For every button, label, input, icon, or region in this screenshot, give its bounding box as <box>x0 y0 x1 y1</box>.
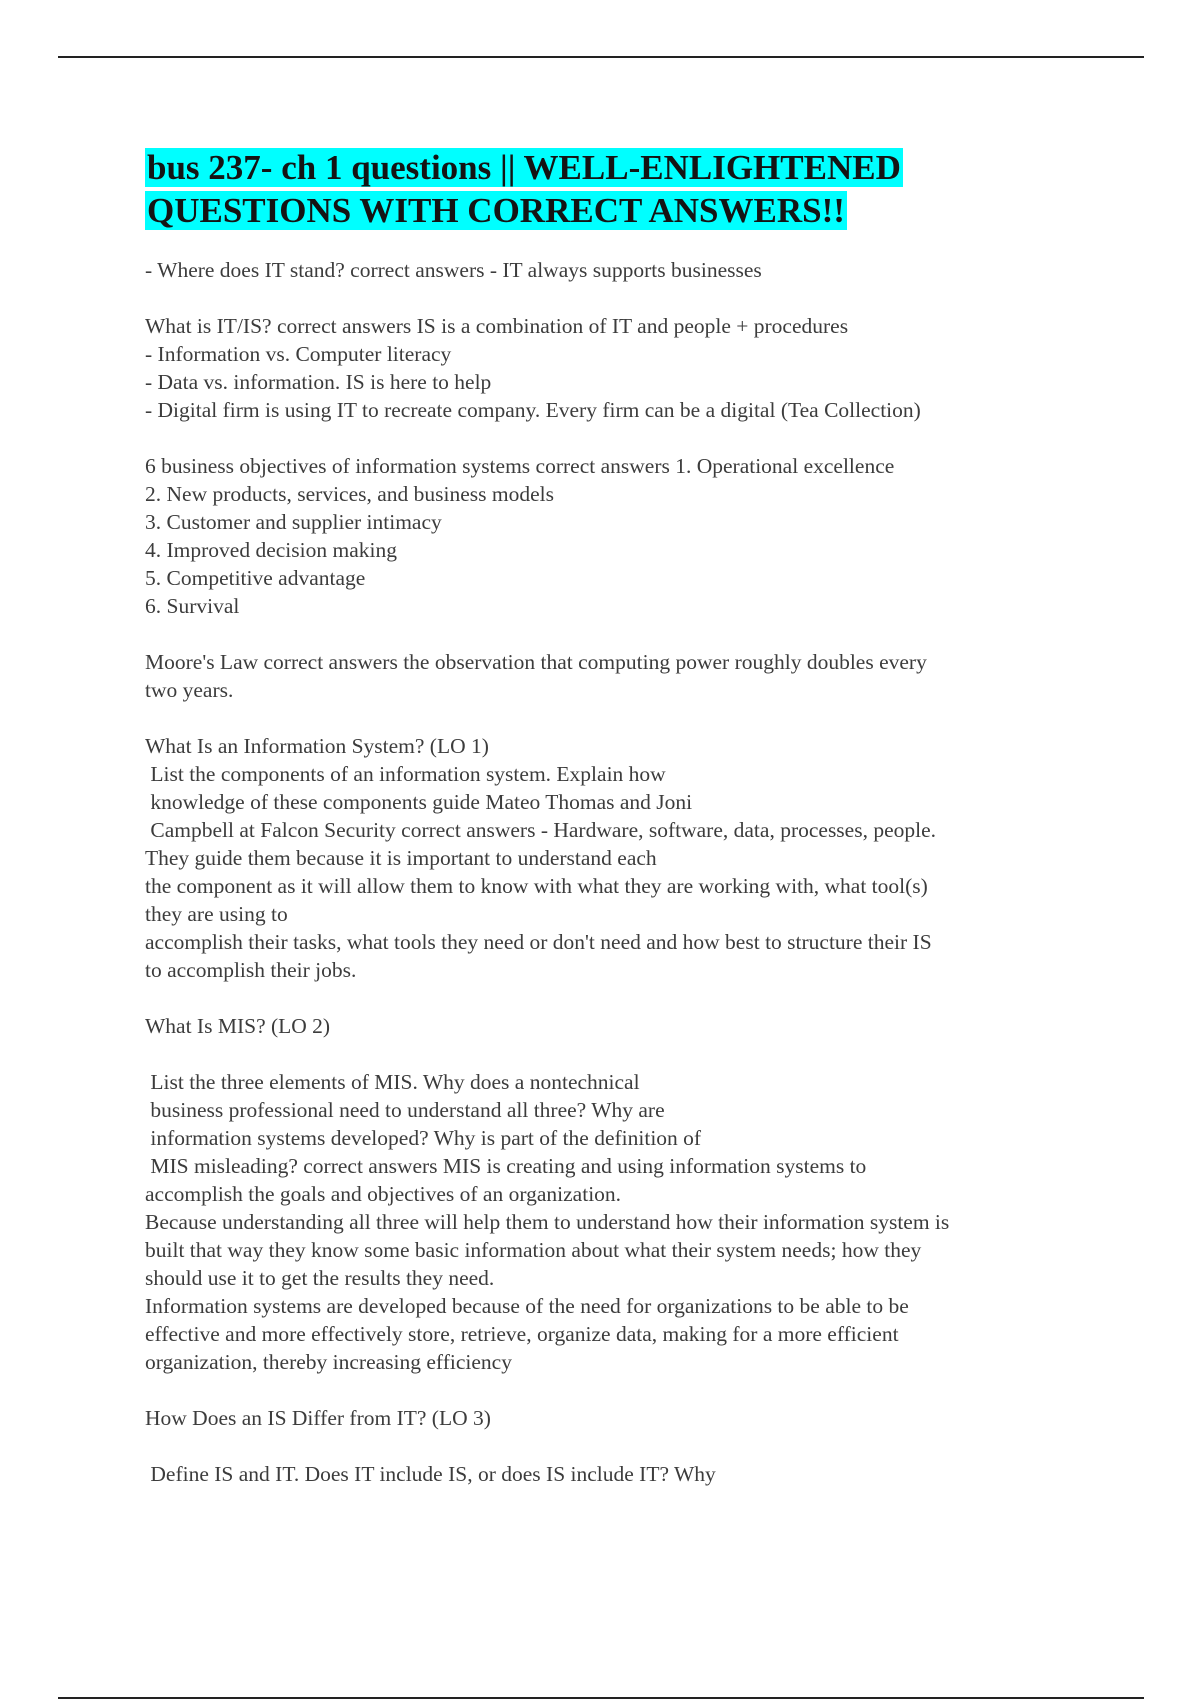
text-line: - Digital firm is using IT to recreate company. Every firm can be a digital (Tea Collection) <box>145 398 921 422</box>
text-line: they are using to <box>145 902 288 926</box>
qa-block <box>145 1068 1075 1376</box>
text-line: knowledge of these components guide Mateo Thomas and Joni <box>145 790 693 814</box>
qa-block <box>145 1460 1075 1488</box>
qa-block <box>145 648 1075 704</box>
text-line: 6 business objectives of information systems correct answers 1. Operational excellence <box>145 454 895 478</box>
page-title <box>145 146 1105 232</box>
text-line: Campbell at Falcon Security correct answers - Hardware, software, data, processes, people. <box>145 818 937 842</box>
text-line: Moore's Law correct answers the observation that computing power roughly doubles every <box>145 650 927 674</box>
bottom-rule <box>58 1697 1144 1699</box>
text-line: List the three elements of MIS. Why does a nontechnical <box>145 1070 640 1094</box>
text-line: How Does an IS Differ from IT? (LO 3) <box>145 1406 491 1430</box>
text-line: accomplish their tasks, what tools they need or don't need and how best to structure their IS <box>145 930 932 954</box>
text-line: Define IS and IT. Does IT include IS, or does IS include IT? Why <box>145 1462 716 1486</box>
text-line: MIS misleading? correct answers MIS is creating and using information systems to <box>145 1154 867 1178</box>
qa-block <box>145 256 1075 284</box>
qa-block <box>145 312 1075 424</box>
text-line: accomplish the goals and objectives of an organization. <box>145 1182 622 1206</box>
qa-block <box>145 1012 1075 1040</box>
title-line-2: QUESTIONS WITH CORRECT ANSWERS!! <box>147 191 845 230</box>
text-line: What is IT/IS? correct answers IS is a combination of IT and people + procedures <box>145 314 849 338</box>
text-line: 4. Improved decision making <box>145 538 397 562</box>
title-highlight <box>145 148 903 230</box>
text-line: - Where does IT stand? correct answers - IT always supports businesses <box>145 258 762 282</box>
text-line: 2. New products, services, and business models <box>145 482 555 506</box>
text-line: effective and more effectively store, retrieve, organize data, making for a more efficient <box>145 1322 899 1346</box>
text-line: business professional need to understand all three? Why are <box>145 1098 665 1122</box>
text-line: information systems developed? Why is part of the definition of <box>145 1126 702 1150</box>
top-rule <box>58 56 1144 58</box>
text-line: What Is MIS? (LO 2) <box>145 1014 331 1038</box>
text-line: - Data vs. information. IS is here to help <box>145 370 492 394</box>
text-line: What Is an Information System? (LO 1) <box>145 734 489 758</box>
text-line: two years. <box>145 678 234 702</box>
text-line: should use it to get the results they need. <box>145 1266 495 1290</box>
text-line: 5. Competitive advantage <box>145 566 366 590</box>
text-line: organization, thereby increasing efficiency <box>145 1350 512 1374</box>
qa-block <box>145 1404 1075 1432</box>
text-line: 3. Customer and supplier intimacy <box>145 510 442 534</box>
qa-block <box>145 732 1075 984</box>
text-line: - Information vs. Computer literacy <box>145 342 452 366</box>
text-line: built that way they know some basic information about what their system needs; how they <box>145 1238 922 1262</box>
text-line: 6. Survival <box>145 594 240 618</box>
document-body <box>145 256 1075 1516</box>
text-line: They guide them because it is important to understand each <box>145 846 657 870</box>
qa-block <box>145 452 1075 620</box>
text-line: the component as it will allow them to know with what they are working with, what tool(s) <box>145 874 928 898</box>
title-line-1: bus 237- ch 1 questions || WELL-ENLIGHTENED <box>147 148 901 187</box>
text-line: to accomplish their jobs. <box>145 958 357 982</box>
text-line: Information systems are developed because of the need for organizations to be able to be <box>145 1294 909 1318</box>
text-line: List the components of an information system. Explain how <box>145 762 666 786</box>
text-line: Because understanding all three will help them to understand how their information system is <box>145 1210 950 1234</box>
